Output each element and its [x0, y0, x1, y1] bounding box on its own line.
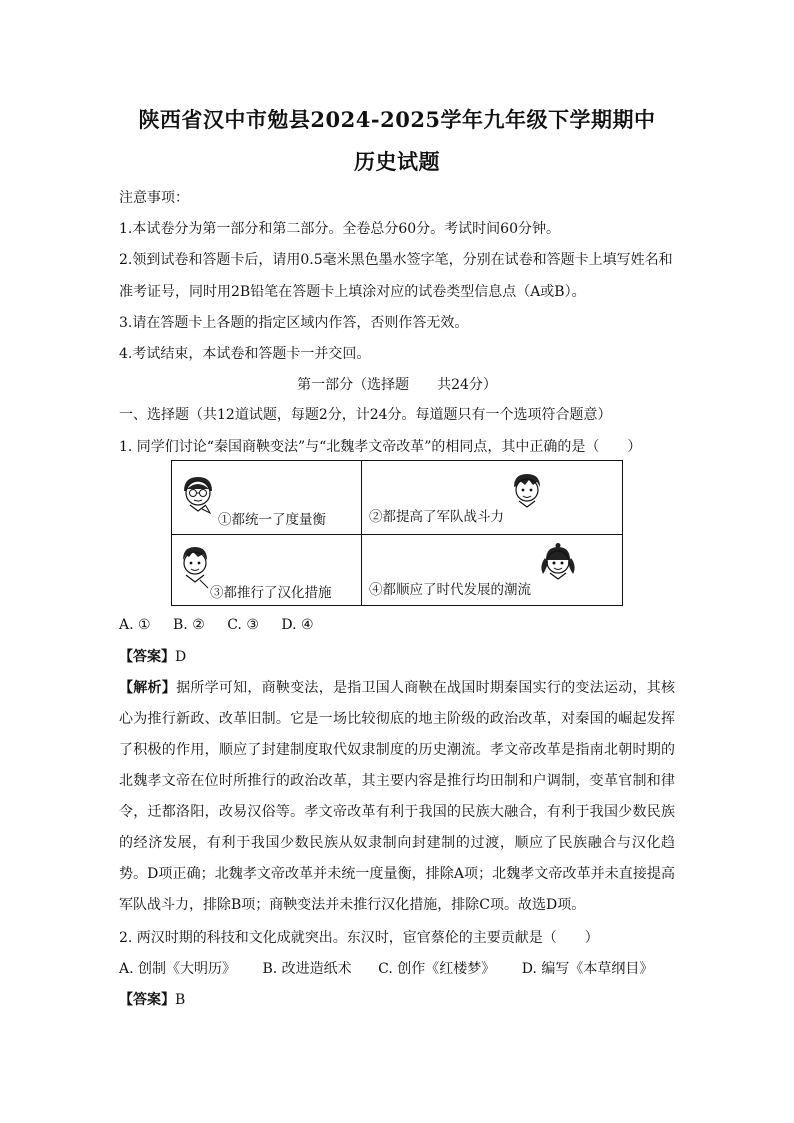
note-item-1: 1.本试卷分为第一部分和第二部分。全卷总分60分。考试时间60分钟。 [119, 221, 560, 237]
table-cell-1-text: ①都统一了度量衡 [218, 512, 326, 528]
girl-glasses-icon [178, 473, 218, 519]
question-1-options [119, 615, 332, 635]
option-a: A. 创制《大明历》 [119, 961, 237, 977]
exam-title: 陕西省汉中市勉县2024-2025学年九年级下学期期中 [138, 107, 656, 132]
question-2-answer [119, 990, 185, 1010]
boy-face-icon [509, 471, 545, 517]
option-a: A. ① [119, 617, 151, 633]
boy-face-icon [178, 544, 212, 594]
table-cell-2-text: ②都提高了军队战斗力 [369, 509, 504, 525]
option-b: B. ② [173, 617, 205, 633]
note-item-3: 3.请在答题卡上各题的指定区域内作答，否则作答无效。 [119, 315, 469, 331]
question-2-stem: 2. 两汉时期的科技和文化成就突出。东汉时，宦官蔡伦的主要贡献是（ ） [119, 930, 599, 946]
option-d: D. ④ [281, 617, 314, 633]
section-heading: 一、选择题（共12道试题，每题2分，计24分。每道题只有一个选项符合题意） [119, 407, 612, 423]
question-2-options [119, 959, 675, 979]
answer-value: D [175, 649, 187, 665]
question-1-answer [119, 647, 186, 667]
option-d: D. 编写《本草纲目》 [521, 961, 654, 977]
table-cell-3-text: ③都推行了汉化措施 [210, 585, 332, 601]
analysis-label: 【解析】 [119, 680, 177, 696]
question-1-stem: 1. 同学们讨论“秦国商鞅变法”与“北魏孝文帝改革”的相同点，其中正确的是（ ） [119, 439, 642, 455]
answer-label: 【答案】 [119, 649, 175, 665]
notes-heading: 注意事项： [119, 190, 189, 206]
answer-value: B [175, 992, 186, 1008]
table-cell-2 [361, 461, 624, 534]
table-cell-4 [361, 534, 624, 607]
analysis-text: 据所学可知，商鞅变法，是指卫国人商鞅在战国时期秦国实行的变法运动，其核心为推行新政、改革旧制。它是一场比较彻底的地主阶级的政治改革，对秦国的崛起发挥了积极的作用，顺应了封建制度取代奴隶制度的历史潮流。孝文帝改革是指南北朝时期的北魏孝文帝在位时所推行的政治改革，其主要内容是推行均田制和户调制，变革官制和律令，迁都洛阳，改易汉俗等。孝文帝改革有利于我国的民族大融合，有利于我国少数民族的经济发展，有利于我国少数民族从奴隶制向封建制的过渡，顺应了民族融合与汉化趋势。D项正确；北魏孝文帝改革并未统一度量衡，排除A项；北魏孝文帝改革并未直接提高军队战斗力，排除B项；商鞅变法并未推行汉化措施，排除C项。故选D项。 [119, 680, 676, 913]
part1-heading: 第一部分（选择题 共24分） [297, 377, 497, 393]
question-1-table [171, 460, 623, 606]
option-c: C. ③ [227, 617, 259, 633]
exam-subject: 历史试题 [354, 149, 440, 174]
table-cell-4-text: ④都顺应了时代发展的潮流 [369, 582, 531, 598]
girl-pigtails-icon [537, 542, 579, 586]
option-b: B. 改进造纸术 [262, 961, 352, 977]
note-item-2-line2: 准考证号，同时用2B铅笔在答题卡上填涂对应的试卷类型信息点（A或B）。 [119, 284, 586, 300]
note-item-4: 4.考试结束，本试卷和答题卡一并交回。 [119, 346, 371, 362]
question-1-analysis [119, 673, 675, 921]
note-item-2-line1: 2.领到试卷和答题卡后，请用0.5毫米黑色墨水签字笔，分别在试卷和答题卡上填写姓名和 [119, 252, 673, 268]
answer-label: 【答案】 [119, 992, 175, 1008]
table-cell-1 [172, 461, 361, 534]
table-cell-3 [172, 534, 361, 607]
option-c: C. 创作《红楼梦》 [378, 961, 496, 977]
